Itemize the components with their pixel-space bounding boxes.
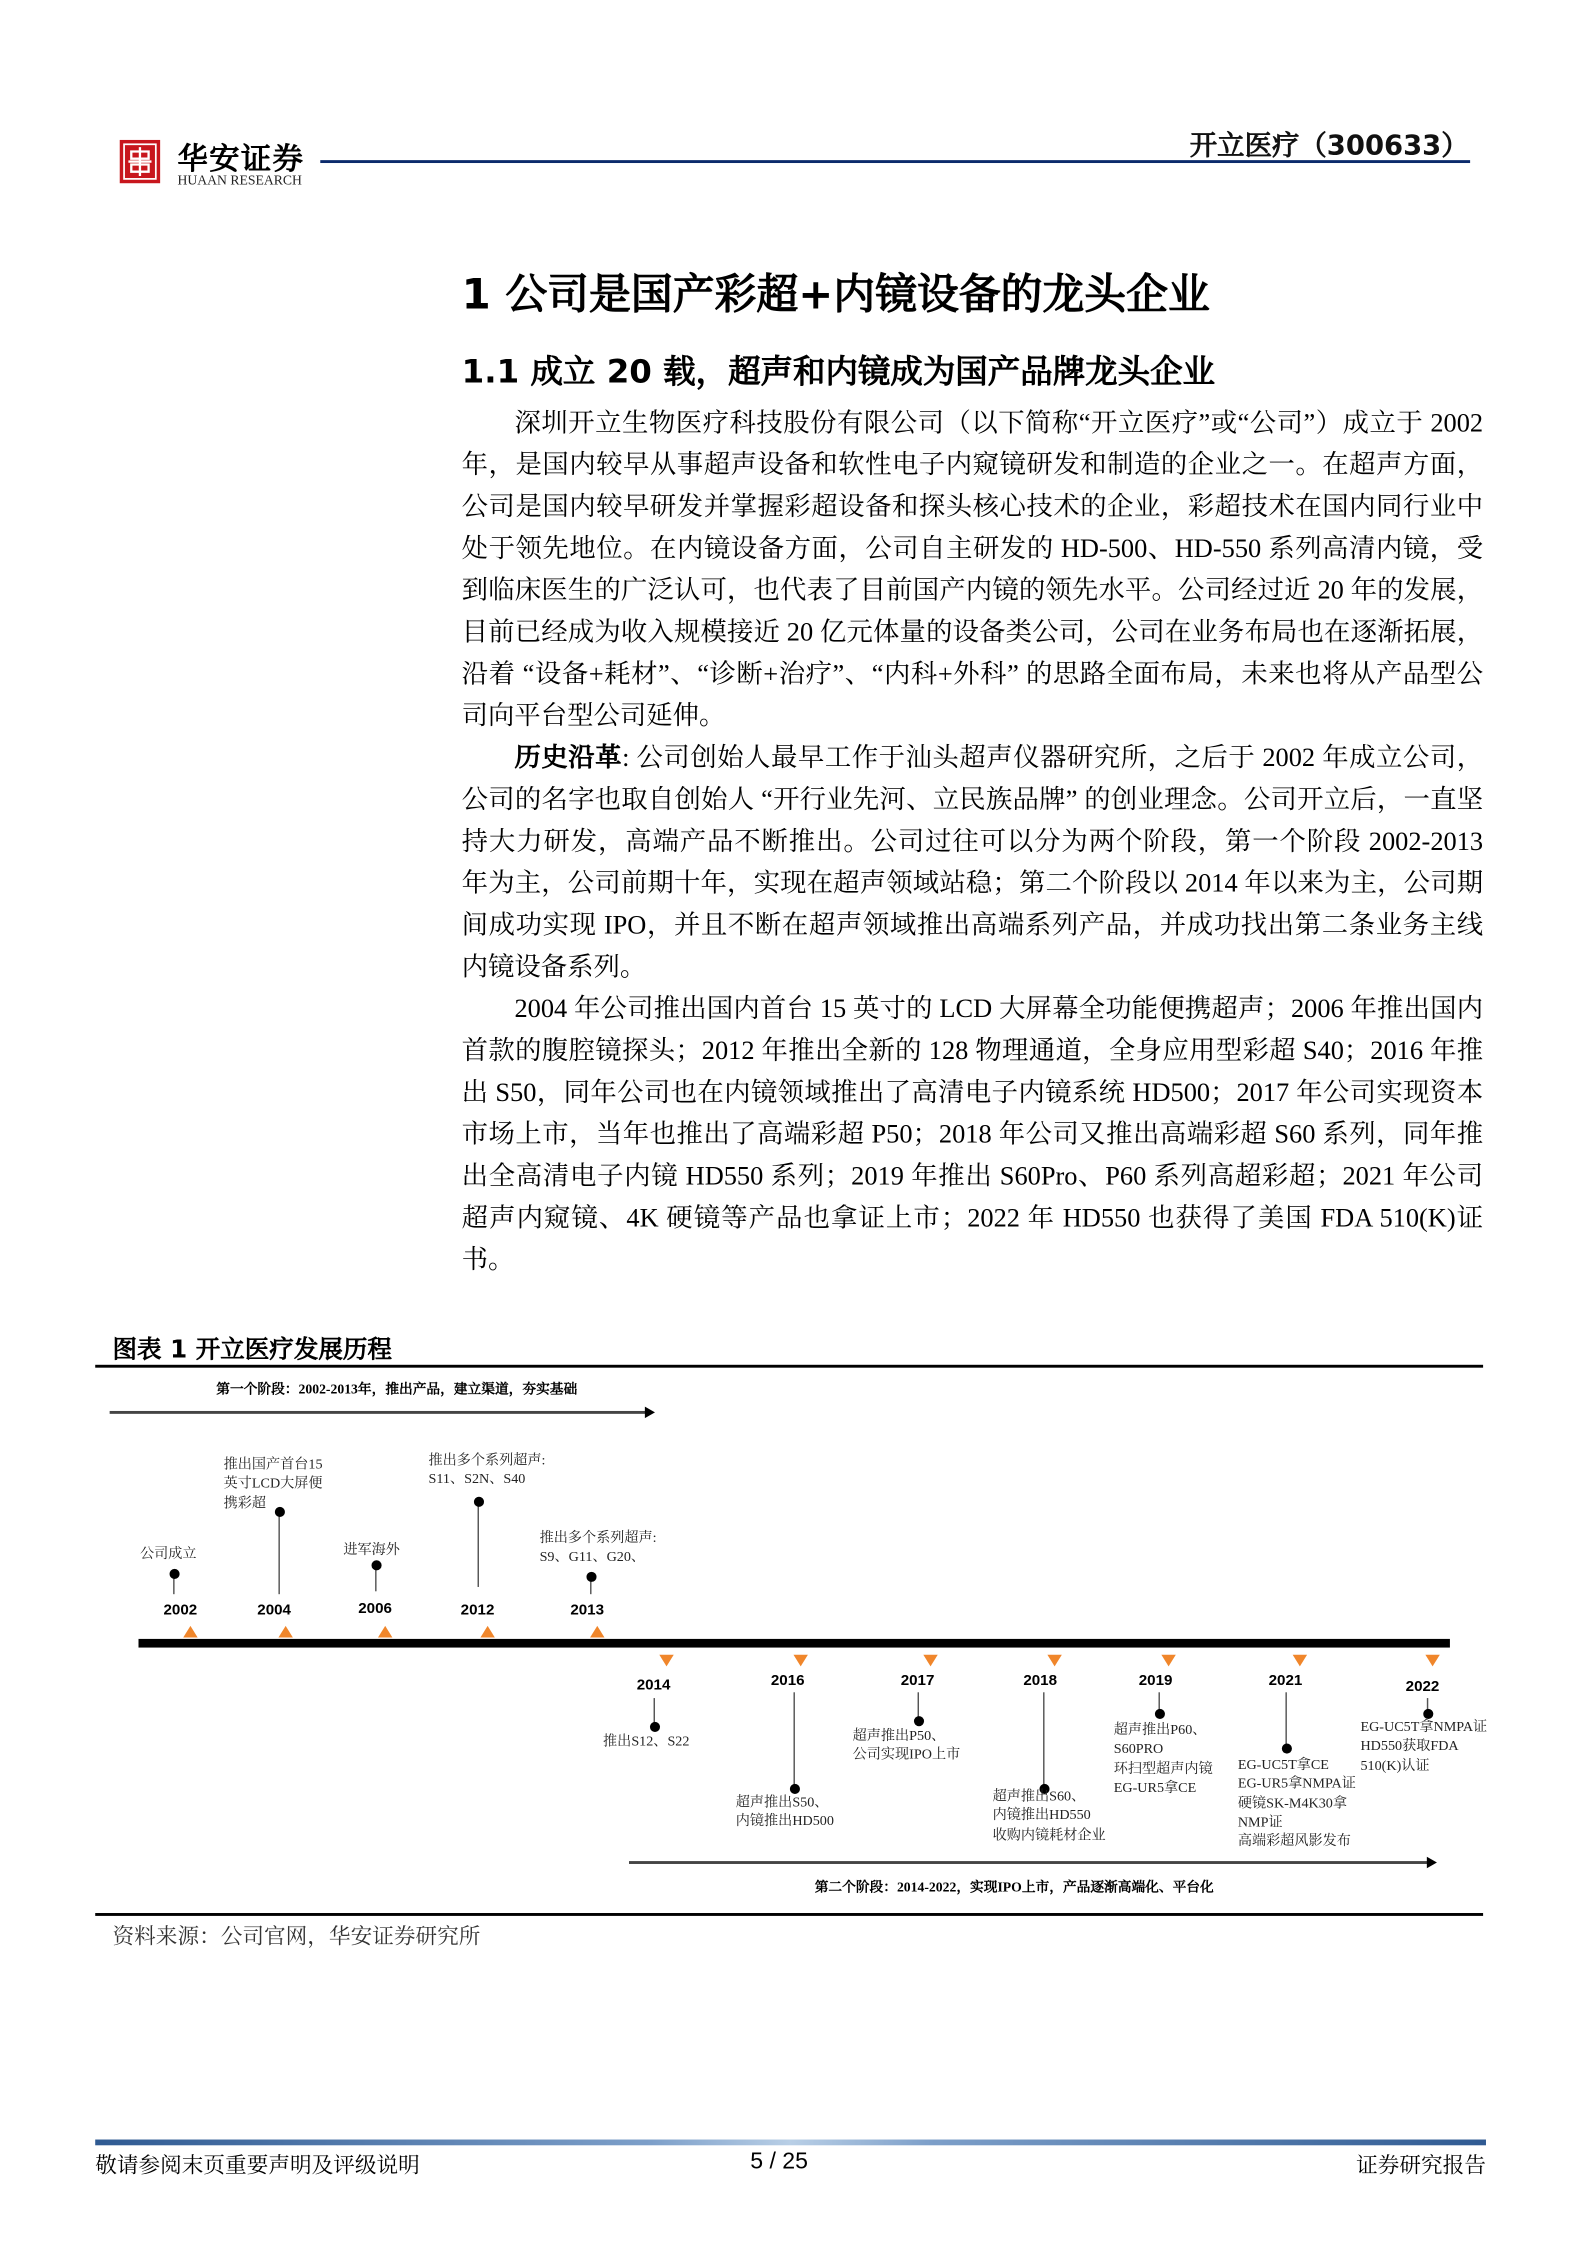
event-label-2006 (343, 1541, 400, 1560)
event-year-2022: 2022 (1405, 1677, 1440, 1696)
event-year-2012: 2012 (460, 1601, 495, 1619)
event-dot-icon (169, 1569, 179, 1579)
paragraph-history (462, 737, 1483, 988)
event-dot-icon (1281, 1744, 1291, 1754)
event-label-line: 高端彩超风影发布 (1237, 1833, 1351, 1850)
event-label-line: HD550获取FDA (1360, 1738, 1459, 1755)
stage2-arrow (629, 1861, 1428, 1863)
figure-top-rule (95, 1365, 1483, 1367)
marker-down-triangle-icon (1047, 1655, 1061, 1667)
event-year-2019: 2019 (1138, 1672, 1173, 1690)
event-label-line: 收购内镜耗材企业 (992, 1827, 1106, 1844)
event-label-line: 超声推出S50、 (735, 1794, 829, 1811)
event-label-2021 (1238, 1756, 1356, 1852)
marker-down-triangle-icon (1161, 1655, 1175, 1667)
event-dot-icon (913, 1716, 923, 1726)
event-year-2021: 2021 (1268, 1672, 1303, 1690)
marker-down-triangle-icon (1425, 1655, 1439, 1667)
figure-source: 资料来源：公司官网，华安证券研究所 (112, 1926, 481, 1950)
stage1-label: 第一个阶段：2002-2013年，推出产品，建立渠道，夯实基础 (216, 1383, 578, 1398)
section-heading: 1 公司是国产彩超+内镜设备的龙头企业 (461, 269, 1210, 319)
event-label-line: 超声推出P50、 (852, 1728, 946, 1745)
event-label-line: 超声推出P60、 (1113, 1722, 1207, 1739)
footer-report-type: 证券研究报告 (1356, 2155, 1486, 2179)
event-label-line: EG-UR5拿NMPA证 (1237, 1776, 1356, 1793)
event-label-line: 进军海外 (343, 1542, 400, 1559)
timeline-axis (138, 1639, 1449, 1648)
marker-up-triangle-icon (278, 1626, 292, 1638)
event-label-line: 公司成立 (139, 1546, 197, 1563)
stage1-arrow (110, 1411, 647, 1413)
event-label-line: 环扫型超声内镜 (1113, 1760, 1213, 1777)
event-label-line: EG-UC5T拿CE (1237, 1757, 1329, 1774)
event-dot-icon (473, 1497, 483, 1507)
footer-rule (95, 2140, 1486, 2146)
event-label-line: NMP证 (1237, 1814, 1283, 1831)
footer-disclaimer: 敬请参阅末页重要声明及评级说明 (95, 2155, 420, 2179)
event-label-line: 携彩超 (223, 1495, 267, 1512)
marker-down-triangle-icon (659, 1655, 673, 1667)
event-dot-icon (586, 1572, 596, 1582)
page-number: 5 / 25 (750, 2149, 808, 2175)
event-label-line: 公司实现IPO上市 (852, 1747, 961, 1764)
logo-chinese-name: 华安证券 (177, 141, 305, 177)
event-label-line: EG-UC5T拿NMPA证 (1360, 1719, 1488, 1736)
logo-english-name: HUAAN RESEARCH (177, 174, 302, 189)
event-label-line: 推出多个系列超声: (428, 1452, 546, 1469)
event-label-2019 (1114, 1721, 1213, 1798)
marker-down-triangle-icon (793, 1655, 807, 1667)
event-dot-icon (1154, 1709, 1164, 1719)
event-stem (1043, 1692, 1044, 1789)
event-label-line: 英寸LCD大屏便 (223, 1476, 323, 1493)
history-text: : 公司创始人最早工作于汕头超声仪器研究所，之后于 2002 年成立公司，公司的名字也取自创始人 “开行业先河、立民族品牌” 的创业理念。公司开立后，一直坚持大力研发，高端产品不断推出。公司过往可以分为两个阶段，第一个阶段 2002-2013 年为主，公司前期十年，实现在超声领域站稳；第二个阶段以 2014 年以来为主，公司期间成功实现 IPO，并且不断在超声领域推出高端系列产品，并成功找出第二条业务主线内镜设备系列。 (461, 742, 1484, 982)
marker-down-triangle-icon (1293, 1655, 1307, 1667)
paragraph-intro: 深圳开立生物医疗科技股份有限公司（以下简称“开立医疗”或“公司”）成立于 2002 年，是国内较早从事超声设备和软性电子内窥镜研发和制造的企业之一。在超声方面，公司是国内较早研发并掌握彩超设备和探头核心技术的企业，彩超技术在国内同行业中处于领先地位。在内镜设备方面，公司自主研发的 HD-500、HD-550 系列高清内镜，受到临床医生的广泛认可，也代表了目前国产内镜的领先水平。公司经过近 20 年的发展，目前已经成为收入规模接近 20 亿元体量的设备类公司，公司在业务布局也在逐渐拓展，沿着 “设备+耗材”、“诊断+治疗”、“内科+外科” 的思路全面布局，未来也将从产品型公司向平台型公司延伸。 (461, 408, 1484, 731)
event-label-line: 推出S12、S22 (603, 1734, 690, 1750)
event-label-line: 内镜推出HD500 (735, 1813, 834, 1830)
history-label: 历史沿革 (514, 742, 623, 772)
event-year-2016: 2016 (770, 1672, 805, 1690)
event-year-2014: 2014 (636, 1676, 671, 1694)
event-year-2006: 2006 (358, 1599, 392, 1618)
event-stem (793, 1692, 794, 1789)
event-label-2012 (428, 1451, 545, 1489)
stage2-label: 第二个阶段：2014-2022，实现IPO上市，产品逐渐高端化、平台化 (814, 1881, 1214, 1896)
event-year-2013: 2013 (570, 1601, 605, 1619)
company-ticker: 开立医疗（300633） (1189, 129, 1469, 162)
marker-up-triangle-icon (480, 1626, 494, 1638)
marker-up-triangle-icon (590, 1626, 604, 1638)
event-label-2022 (1360, 1718, 1487, 1776)
event-year-2017: 2017 (900, 1672, 935, 1690)
marker-up-triangle-icon (183, 1626, 197, 1638)
marker-up-triangle-icon (378, 1626, 392, 1638)
event-label-line: 硬镜SK-M4K30拿 (1237, 1795, 1348, 1812)
event-label-line: 内镜推出HD550 (992, 1808, 1091, 1825)
event-label-line: 510(K)认证 (1360, 1758, 1430, 1774)
event-stem (478, 1502, 479, 1587)
paragraph-milestones: 2004 年公司推出国内首台 15 英寸的 LCD 大屏幕全功能便携超声；2006 年推出国内首款的腹腔镜探头；2012 年推出全新的 128 物理通道，全身应用型彩超 S40；2016 年推出 S50，同年公司也在内镜领域推出了高清电子内镜系统 HD500；2017 年公司实现资本市场上市，当年也推出了高端彩超 P50；2018 年公司又推出高端彩超 S60 系列，同年推出全高清电子内镜 HD550 系列；2019 年推出 S60Pro、P60 系列高超彩超；2021 年公司超声内窥镜、4K 硬镜等产品也拿证上市；2022 年 HD550 也获得了美国 FDA 510(K)证书。 (461, 994, 1484, 1274)
event-stem (1285, 1692, 1286, 1748)
event-year-2002: 2002 (163, 1601, 198, 1619)
figure-bottom-rule (95, 1913, 1483, 1915)
event-year-2018: 2018 (1023, 1672, 1058, 1690)
event-year-2004: 2004 (257, 1601, 291, 1619)
huaan-logo-icon (120, 140, 160, 183)
event-label-2002 (140, 1545, 197, 1564)
event-label-2016 (736, 1793, 834, 1831)
event-label-line: 推出国产首台15 (223, 1457, 323, 1473)
event-label-2013 (540, 1529, 657, 1567)
event-label-line: 推出多个系列超声: (539, 1530, 657, 1547)
event-label-2018 (993, 1788, 1106, 1846)
body-text (462, 403, 1483, 1282)
event-dot-icon (371, 1560, 381, 1570)
event-label-2014 (603, 1733, 689, 1752)
event-label-2004 (224, 1456, 323, 1514)
event-label-line: S9、G11、G20、 (539, 1549, 646, 1566)
event-label-line: EG-UR5拿CE (1113, 1780, 1197, 1797)
subsection-heading: 1.1 成立 20 载，超声和内镜成为国产品牌龙头企业 (461, 353, 1216, 391)
event-stem (278, 1512, 279, 1594)
event-label-line: 超声推出S60、 (992, 1788, 1086, 1805)
figure-title: 图表 1 开立医疗发展历程 (112, 1335, 392, 1365)
marker-down-triangle-icon (923, 1655, 937, 1667)
event-label-line: S11、S2N、S40 (428, 1471, 526, 1488)
event-dot-icon (649, 1722, 659, 1732)
event-label-2017 (853, 1727, 961, 1765)
event-label-line: S60PRO (1113, 1741, 1164, 1758)
